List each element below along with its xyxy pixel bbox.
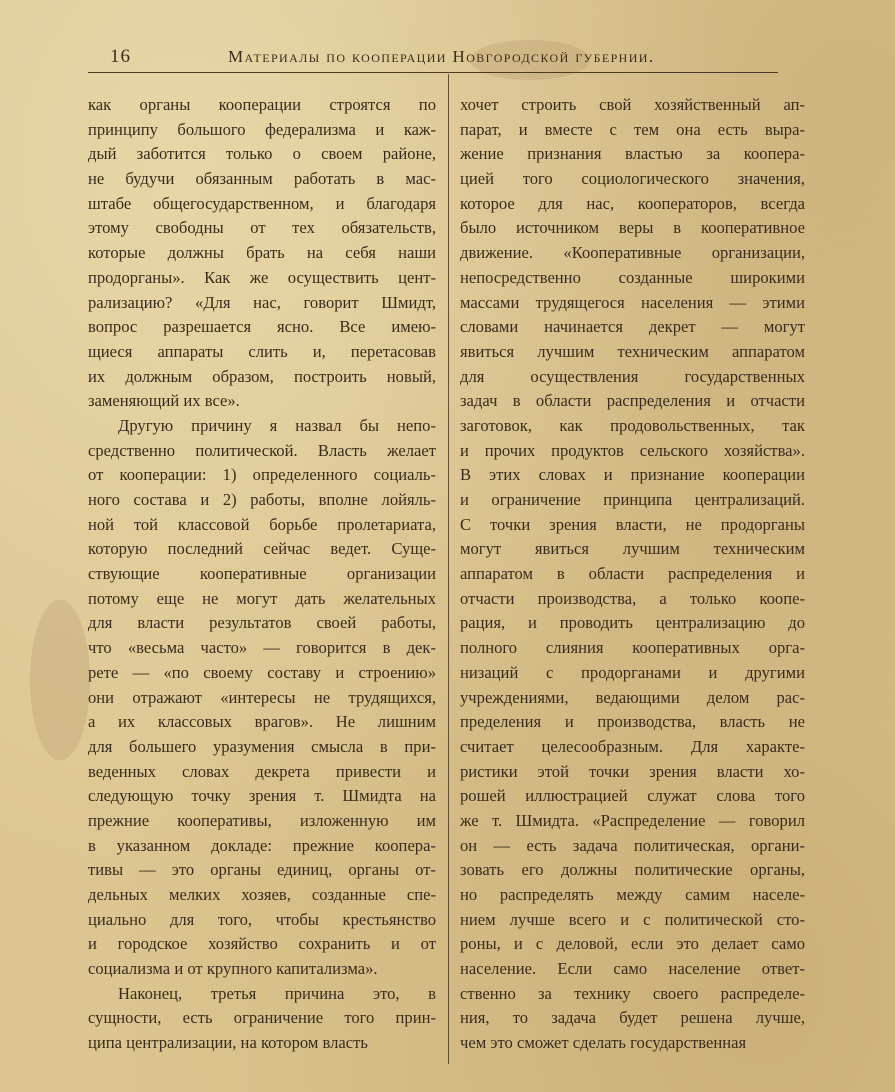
text-line: и городское хозяйство сохранить и от — [88, 934, 436, 954]
text-line: ственно за технику своего распределе- — [460, 983, 805, 1003]
text-line: сущности, есть ограничение того прин- — [88, 1008, 436, 1028]
text-line: и ограничение принципа централизаций. — [460, 490, 805, 509]
paper-stain — [30, 600, 90, 760]
text-line: они отражают «интересы не трудящихся, — [88, 687, 436, 707]
text-line: заготовок, как продовольственных, так — [460, 415, 805, 435]
text-line: продорганы». Как же осуществить цент- — [88, 267, 436, 287]
text-line: отчасти производства, а только коопе- — [460, 588, 805, 608]
text-line: штабе общегосударственном, и благодаря — [88, 193, 436, 213]
text-line: щиеся аппараты слить и, перетасовав — [88, 341, 436, 361]
text-line: веденных словах декрета привести и — [88, 761, 436, 781]
text-line: а их классовых врагов». Не лишним — [88, 712, 436, 732]
text-line: роны, и с деловой, если это делает само — [460, 934, 805, 954]
text-line: массами трудящегося населения — этими — [460, 292, 805, 312]
text-line: низаций с продорганами и другими — [460, 662, 805, 682]
text-line: для власти результатов своей работы, — [88, 613, 436, 633]
text-line: и прочих продуктов сельского хозяйства». — [460, 440, 805, 460]
text-line: от кооперации: 1) определенного социаль- — [88, 465, 436, 485]
text-line: зовать его должны политические органы, — [460, 860, 805, 880]
text-line: их должным образом, построить новый, — [88, 366, 436, 386]
text-line: полного слияния кооперативных орга- — [460, 638, 805, 658]
text-line: рошей иллюстрацией служат слова того — [460, 786, 805, 806]
header-rule — [88, 72, 778, 73]
text-line: ния, то задача будет решена лучше, — [460, 1008, 805, 1028]
text-line: С точки зрения власти, не продорганы — [460, 514, 805, 534]
text-column-left — [88, 93, 436, 1056]
text-line: ристики этой точки зрения власти хо- — [460, 761, 805, 781]
text-line: которое для нас, кооператоров, всегда — [460, 193, 805, 213]
text-line: он — есть задача политическая, органи- — [460, 835, 805, 855]
text-line: но распределять между самим населе- — [460, 885, 805, 904]
text-line: хочет строить свой хозяйственный ап- — [460, 95, 805, 114]
text-column-right — [460, 93, 805, 1056]
text-line: принципу большого федерализма и каж- — [88, 119, 436, 139]
text-line: непосредственно созданные широкими — [460, 267, 805, 287]
text-line: заменяющий их все». — [88, 391, 240, 411]
text-line: потому еще не могут дать желательных — [88, 588, 436, 608]
text-line: Наконец, третья причина это, в — [118, 983, 436, 1003]
text-line: аппаратом в области распределения и — [460, 564, 805, 584]
text-line: учреждениями, ведающими делом рас- — [460, 687, 805, 707]
text-line: для большего уразумения смысла в при- — [88, 736, 436, 756]
text-line: словами начинается декрет — могут — [460, 317, 805, 337]
text-line: дельных мелких хозяев, созданные спе- — [88, 885, 436, 904]
text-line: этому свободны от тех обязательств, — [88, 218, 436, 238]
running-head — [92, 42, 772, 72]
text-line: прежние кооперативы, изложенную им — [88, 810, 436, 830]
text-line: ципа централизации, на котором власть — [88, 1033, 368, 1053]
text-line: население. Если само население ответ- — [460, 959, 805, 979]
text-line: которые должны брать на себя наши — [88, 243, 436, 263]
text-line: не будучи обязанным работать в мас- — [88, 169, 436, 189]
text-line: рация, и проводить централизацию до — [460, 613, 805, 633]
text-line: пределения и производства, власть не — [460, 712, 805, 732]
text-line: Другую причину я назвал бы непо- — [118, 415, 436, 435]
column-rule — [448, 74, 449, 1064]
text-line: следующую точку зрения т. Шмидта на — [88, 786, 436, 806]
running-title: Материалы по кооперации Новгородской губернии. — [228, 47, 655, 66]
text-line: цией того социологического значения, — [460, 169, 805, 189]
text-line: которую последний сейчас ведет. Суще- — [88, 539, 436, 559]
text-line: задач в области распределения и отчасти — [460, 391, 805, 411]
page-number: 16 — [110, 46, 131, 67]
text-line: социализма и от крупного капитализма». — [88, 959, 378, 979]
text-line: же т. Шмидта. «Распределение — говорил — [460, 810, 805, 830]
text-line: дый заботится только о своем районе, — [88, 144, 436, 164]
text-line: рализацию? «Для нас, говорит Шмидт, — [88, 292, 436, 312]
text-line: ной той классовой борьбе пролетариата, — [88, 514, 436, 534]
text-line: считает целесообразным. Для характе- — [460, 736, 805, 756]
text-line: рете — «по своему составу и строению» — [88, 662, 436, 682]
text-line: вопрос разрешается ясно. Все имею- — [88, 317, 436, 337]
text-line: циально для того, чтобы крестьянство — [88, 909, 436, 929]
text-line: для осуществления государственных — [460, 366, 805, 386]
text-line: как органы кооперации строятся по — [88, 95, 436, 114]
text-line: средственно политической. Власть желает — [88, 440, 436, 460]
text-line: ствующие кооперативные организации — [88, 564, 436, 584]
text-line: нием лучше всего и с политической сто- — [460, 909, 805, 929]
text-line: могут явиться лучшим техническим — [460, 539, 805, 559]
text-line: было источником веры в кооперативное — [460, 218, 805, 238]
text-line: В этих словах и признание кооперации — [460, 465, 805, 485]
text-line: парат, и вместе с тем она есть выра- — [460, 119, 805, 139]
text-line: тивы — это органы единиц, органы от- — [88, 860, 436, 880]
text-line: движение. «Кооперативные организации, — [460, 243, 805, 263]
text-line: в указанном докладе: прежние коопера- — [88, 835, 436, 855]
text-line: чем это сможет сделать государственная — [460, 1033, 747, 1053]
text-line: явиться лучшим техническим аппаратом — [460, 341, 805, 361]
text-line: ного состава и 2) работы, вполне лойяль- — [88, 490, 436, 509]
text-line: что «весьма часто» — говорится в дек- — [88, 638, 436, 658]
text-line: жение признания властью за коопера- — [460, 144, 805, 164]
